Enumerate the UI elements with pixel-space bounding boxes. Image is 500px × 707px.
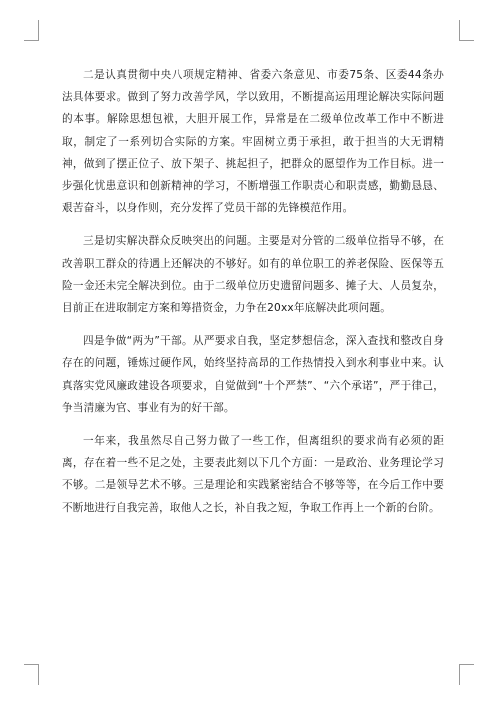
- crop-mark-top-left: [24, 20, 39, 41]
- crop-mark-bottom-left: [24, 664, 39, 685]
- crop-mark-bottom-right: [459, 664, 474, 685]
- paragraph-summary: 一年来，我虽然尽自己努力做了一些工作，但离组织的要求尚有必须的距离，存在着一些不足之处，主要表此刻以下几个方面：一是政治、业务理论学习不够。二是领导艺术不够。三是理论和实践紧密结合不够等等，在今后工作中要不断地进行自我完善，取他人之长，补自我之短，争取工作再上一个新的台阶。: [62, 435, 444, 514]
- paragraph-2: 二是认真贯彻中央八项规定精神、省委六条意见、市委75条、区委44条办法具体要求。做到了努力改善学风，学以致用，不断提高运用理论解决实际问题的本事。解除思想包袱，大胆开展工作，异常是在二级单位改革工作中不断进取，制定了一系列切合实际的方案。牢固树立勇于承担，敢于担当的大无谓精神，做到了摆正位子、放下架子、挑起担子，把群众的愿望作为工作目标。进一步强化忧患意识和创新精神的学习，不断增强工作职责心和职责感，勤勤恳恳、艰苦奋斗，以身作则，充分发挥了党员干部的先锋模范作用。: [62, 69, 444, 215]
- crop-mark-top-right: [459, 20, 474, 41]
- document-body: [62, 64, 444, 530]
- paragraph-3: 三是切实解决群众反映突出的问题。主要是对分管的二级单位指导不够，在改善职工群众的待遇上还解决的不够好。如有的单位职工的养老保险、医保等五险一金还未完全解决到位。由于二级单位历史遗留问题多、摊子大、人员复杂，目前正在进取制定方案和筹措资金，力争在20xx年底解决此项问题。: [62, 235, 444, 315]
- paragraph-4: 四是争做“两为”干部。从严要求自我，坚定梦想信念，深入查找和整改自身存在的问题，锤炼过硬作风，始终坚持高昂的工作热情投入到水利事业中来。认真落实党风廉政建设各项要求，自觉做到“十个严禁”、“六个承诺”，严于律己，争当清廉为官、事业有为的好干部。: [62, 335, 444, 414]
